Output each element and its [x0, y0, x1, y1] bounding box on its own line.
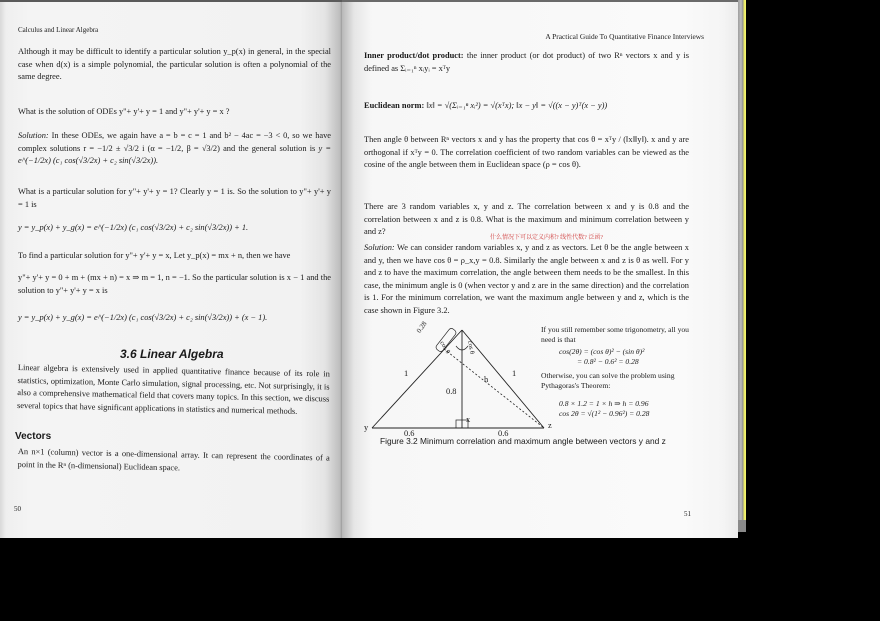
solution-paragraph	[18, 130, 331, 168]
norm-label: Euclidean norm:	[364, 101, 425, 110]
handwritten-note: 什么情况下可以定义内积? 线性代数? 泛函?	[490, 235, 603, 241]
trigonometry-sidebox	[541, 325, 701, 419]
section-intro: Linear algebra is extensively used in applied quantitative finance because of its role in statistics, optimization, Monte Carlo simulation, signal processing, etc. Not surprisingly, it is also a comprehensive mathematical field that covers many topics. In this section, we discuss several topics that have significant applications in statistics and numerical methods.	[17, 362, 330, 416]
solution-text-right: We can consider random variables x, y and z as vectors. Let θ be the angle between x and y, then we have cos θ = ρ_x,y = 0.8. Similarly the angle between x and z is θ as well. For y and z to have the maximum correlation, the angle between them needs to be the smallest. In this case, the minimum angle is 0 (when vector y and z are in the same direction) and the correlation is 1. For the minimum correlation, we want the maximum angle between y and z, which is the case shown in Figure 3.2.	[364, 243, 689, 315]
label-cos-left: cos θ	[438, 339, 452, 356]
solution-paragraph-right	[364, 242, 689, 317]
label-height: 0.8	[446, 387, 457, 396]
label-base-left: 0.6	[404, 429, 415, 438]
sidebox-eq1b: = 0.8² − 0.6² = 0.28	[577, 357, 639, 366]
label-cos-right: cos θ	[466, 340, 476, 355]
question-odes: What is the solution of ODEs y"+ y'+ y = 1 and y"+ y'+ y = x ?	[18, 107, 230, 116]
sidebox-eq1a: cos(2θ) = (cos θ)² − (sin θ)²	[559, 347, 645, 356]
figure-caption: Figure 3.2 Minimum correlation and maximum angle between vectors y and z	[380, 436, 666, 446]
page-number-right: 51	[684, 510, 691, 518]
inner-product-definition	[364, 50, 689, 75]
paragraph-particular-3: y"+ y'+ y = 0 + m + (mx + n) = x ⇒ m = 1, n = −1. So the particular solution is x − 1 and the solution to y"+ y'+ y = x is	[18, 273, 331, 295]
solution-text: In these ODEs, we again have a = b = c = 1 and b² − 4ac = −3 < 0, so we have complex solutions r = −1/2 ± √3/2 i (α = −1/2, β = √3/2) and the general solution is	[18, 131, 331, 153]
label-base-right: 0.6	[498, 429, 509, 438]
label-top-angle: 0.28	[414, 319, 429, 335]
triangle-diagram	[364, 316, 560, 434]
general-solution: y = e^(−1/2x) (c₁ cos(√3/2x) + c₂ sin(√3/2x)).	[18, 143, 332, 165]
paragraph-particular-solution: Although it may be difficult to identify a particular solution y_p(x) in general, in the special case when d(x) is a simple polynomial, the particular solution is often a polynomial of the same degree.	[18, 47, 331, 81]
subsection-title: Vectors	[15, 431, 52, 442]
solution-label-right: Solution:	[364, 243, 395, 252]
equation-solution-2: y = y_p(x) + y_g(x) = e^(−1/2x) (c₁ cos(√3/2x) + c₂ sin(√3/2x)) + (x − 1).	[18, 313, 268, 322]
page-stack-edge	[738, 0, 746, 530]
right-page	[342, 0, 738, 538]
label-z: z	[548, 421, 552, 430]
page-number-left: 50	[14, 505, 21, 513]
left-page	[0, 0, 342, 538]
running-header-right: A Practical Guide To Quantitative Finance Interviews	[545, 32, 704, 41]
figure-triangle	[364, 316, 560, 438]
vectors-paragraph: An n×1 (column) vector is a one-dimensional array. It can represent the coordinates of a point in the Rⁿ (n-dimensional) Euclidean space.	[17, 446, 330, 472]
label-side-left: 1	[404, 369, 409, 378]
section-title: 3.6 Linear Algebra	[120, 347, 224, 361]
euclidean-norm-definition	[364, 100, 689, 113]
sidebox-intro: If you still remember some trigonometry, all you need is that	[541, 325, 689, 344]
angle-paragraph: Then angle θ between Rⁿ vectors x and y has the property that cos θ = xᵀy / (‖x‖‖y‖). x and y are orthogonal if xᵀy = 0. The correlation coefficient of two random variables can be viewed as the cosine of the angle between them in Euclidean space (ρ = cos θ).	[364, 135, 689, 169]
page-stack-corner	[738, 520, 746, 532]
equation-solution-1: y = y_p(x) + y_g(x) = e^(−1/2x) (c₁ cos(√3/2x) + c₂ sin(√3/2x)) + 1.	[18, 223, 249, 232]
label-side-right: 1	[512, 369, 517, 378]
sidebox-pythagoras-intro: Otherwise, you can solve the problem using Pythagoras's Theorem:	[541, 371, 675, 390]
sidebox-eq2a: 0.8 × 1.2 = 1 × h ⇒ h = 0.96	[559, 399, 649, 408]
solution-label: Solution:	[18, 131, 49, 140]
inner-product-label: Inner product/dot product:	[364, 51, 464, 60]
sidebox-eq2b: cos 2θ = √(1² − 0.96²) = 0.28	[559, 409, 650, 418]
running-header-left: Calculus and Linear Algebra	[18, 26, 99, 34]
label-h: h	[484, 375, 489, 384]
paragraph-particular-1: What is a particular solution for y"+ y'+ y = 1? Clearly y = 1 is. So the solution to y"+ y'+ y = 1 is	[18, 187, 331, 209]
label-y: y	[364, 423, 369, 432]
inner-product-text: the inner product (or dot product) of two Rⁿ vectors x and y is defined as Σᵢ₌₁ⁿ xᵢyᵢ = xᵀy	[364, 51, 690, 73]
label-x: x	[466, 415, 471, 424]
problem-statement: There are 3 random variables x, y and z. The correlation between x and y is 0.8 and the correlation between x and z is 0.8. What is the maximum and minimum correlation between y and z?	[364, 202, 689, 236]
paragraph-particular-2: To find a particular solution for y"+ y'+ y = x, Let y_p(x) = mx + n, then we have	[18, 251, 291, 260]
norm-text: ‖x‖ = √(Σᵢ₌₁ⁿ xᵢ²) = √(xᵀx); ‖x − y‖ = √((x − y)ᵀ(x − y))	[426, 101, 608, 110]
